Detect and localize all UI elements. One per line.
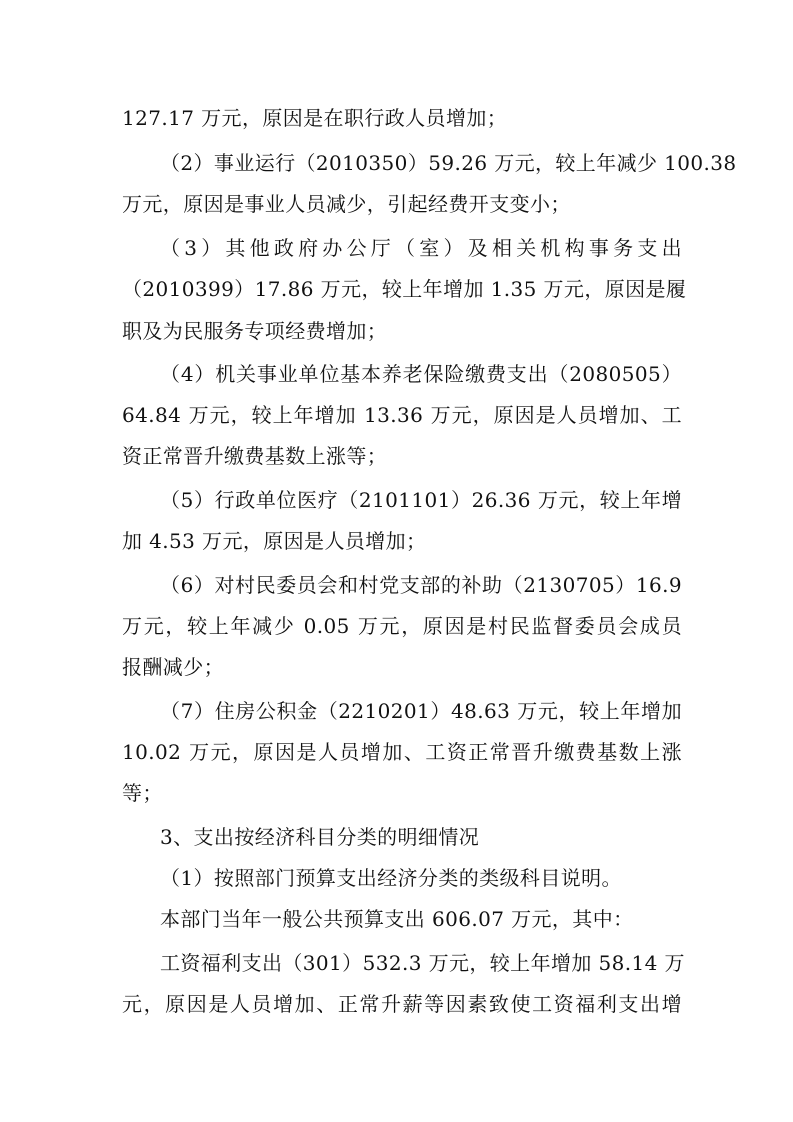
text-line: 万元，原因是事业人员减少，引起经费开支变小； bbox=[122, 192, 571, 216]
text-line: 职及为民服务专项经费增加； bbox=[122, 319, 388, 343]
text-line: （3）其他政府办公厅（室）及相关机构事务支出 bbox=[160, 236, 682, 260]
text-line: 127.17 万元，原因是在职行政人员增加； bbox=[122, 106, 508, 130]
text-line: （2）事业运行（2010350）59.26 万元，较上年减少 100.38 bbox=[160, 151, 737, 175]
text-line: 工资福利支出（301）532.3 万元，较上年增加 58.14 万 bbox=[160, 951, 685, 975]
text-line: （2010399）17.86 万元，较上年增加 1.35 万元，原因是履 bbox=[122, 277, 687, 301]
text-line: （6）对村民委员会和村党支部的补助（2130705）16.9 bbox=[160, 573, 682, 597]
text-line: （5）行政单位医疗（2101101）26.36 万元，较上年增 bbox=[160, 488, 682, 512]
text-line: 10.02 万元，原因是人员增加、工资正常晋升缴费基数上涨 bbox=[122, 740, 682, 764]
text-line: 64.84 万元，较上年增加 13.36 万元，原因是人员增加、工 bbox=[122, 403, 682, 427]
text-line: 等； bbox=[122, 781, 163, 805]
text-line: 万元，较上年减少 0.05 万元，原因是村民监督委员会成员 bbox=[122, 614, 682, 638]
text-line: （7）住房公积金（2210201）48.63 万元，较上年增加 bbox=[160, 699, 682, 723]
text-line: 报酬减少； bbox=[122, 655, 224, 679]
text-line: 元，原因是人员增加、正常升薪等因素致使工资福利支出增 bbox=[122, 992, 682, 1016]
text-line: 本部门当年一般公共预算支出 606.07 万元，其中： bbox=[160, 907, 634, 931]
text-line: （4）机关事业单位基本养老保险缴费支出（2080505） bbox=[160, 362, 682, 386]
text-line: 资正常晋升缴费基数上涨等； bbox=[122, 444, 388, 468]
text-line: （1）按照部门预算支出经济分类的类级科目说明。 bbox=[160, 866, 622, 890]
section-heading: 3、支出按经济科目分类的明细情况 bbox=[160, 825, 480, 849]
text-line: 加 4.53 万元，原因是人员增加； bbox=[122, 529, 427, 553]
